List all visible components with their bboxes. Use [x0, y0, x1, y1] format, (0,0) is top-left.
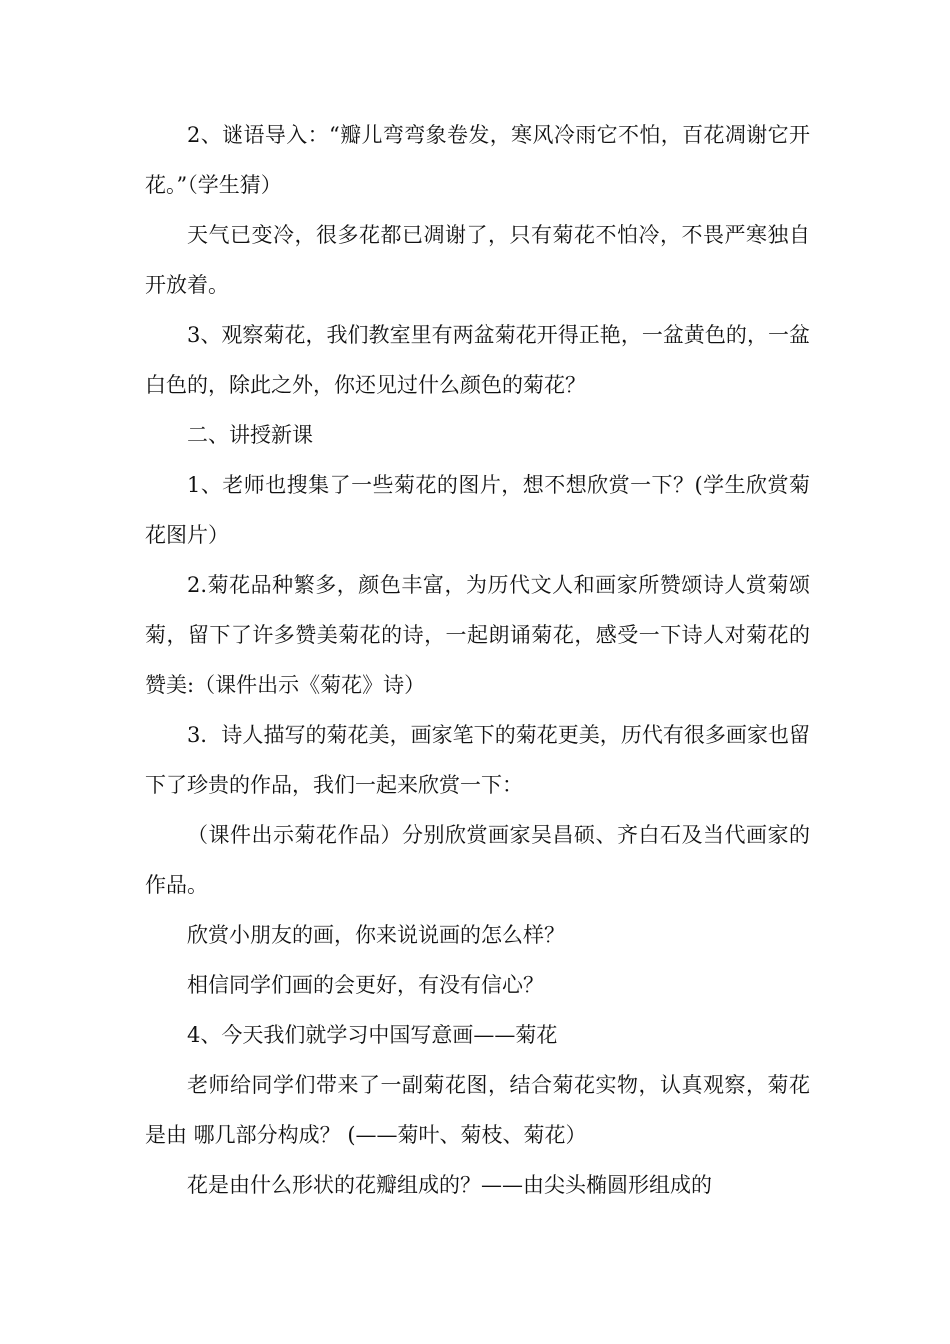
paragraph-painters: 3．诗人描写的菊花美，画家笔下的菊花更美，历代有很多画家也留下了珍贵的作品，我们一起来欣赏一下：	[145, 723, 810, 797]
document-body	[145, 110, 810, 1210]
paragraph-children-paintings: 欣赏小朋友的画，你来说说画的怎么样？	[187, 923, 565, 947]
paragraph-parts: 老师给同学们带来了一副菊花图，结合菊花实物，认真观察，菊花是由 哪几部分构成？ (——菊叶、菊枝、菊花）	[145, 1073, 810, 1147]
paragraph-freehand-painting: 4、今天我们就学习中国写意画——菊花	[187, 1023, 558, 1047]
paragraph-varieties-poem: 2.菊花品种繁多，颜色丰富，为历代文人和画家所赞颂诗人赏菊颂菊，留下了许多赞美菊花的诗，一起朗诵菊花，感受一下诗人对菊花的赞美:（课件出示《菊花》诗）	[145, 573, 810, 697]
paragraph-observe-chrysanthemum: 3、观察菊花，我们教室里有两盆菊花开得正艳，一盆黄色的，一盆白色的，除此之外，你还见过什么颜色的菊花？	[145, 323, 810, 397]
paragraph-confidence: 相信同学们画的会更好，有没有信心？	[187, 973, 544, 997]
paragraph-weather: 天气已变冷，很多花都已凋谢了，只有菊花不怕冷，不畏严寒独自开放着。	[145, 223, 810, 297]
paragraph-courseware-works: （课件出示菊花作品）分别欣赏画家吴昌硕、齐白石及当代画家的作品。	[145, 823, 810, 897]
paragraph-petal-shape: 花是由什么形状的花瓣组成的？——由尖头椭圆形组成的	[187, 1173, 712, 1197]
paragraph-pictures: 1、老师也搜集了一些菊花的图片，想不想欣赏一下？(学生欣赏菊花图片）	[145, 473, 810, 547]
paragraph-riddle-intro: 2、谜语导入：“瓣儿弯弯象卷发，寒风冷雨它不怕，百花凋谢它开花。”（学生猜）	[145, 123, 810, 197]
section-heading-new-lesson: 二、讲授新课	[187, 423, 313, 447]
